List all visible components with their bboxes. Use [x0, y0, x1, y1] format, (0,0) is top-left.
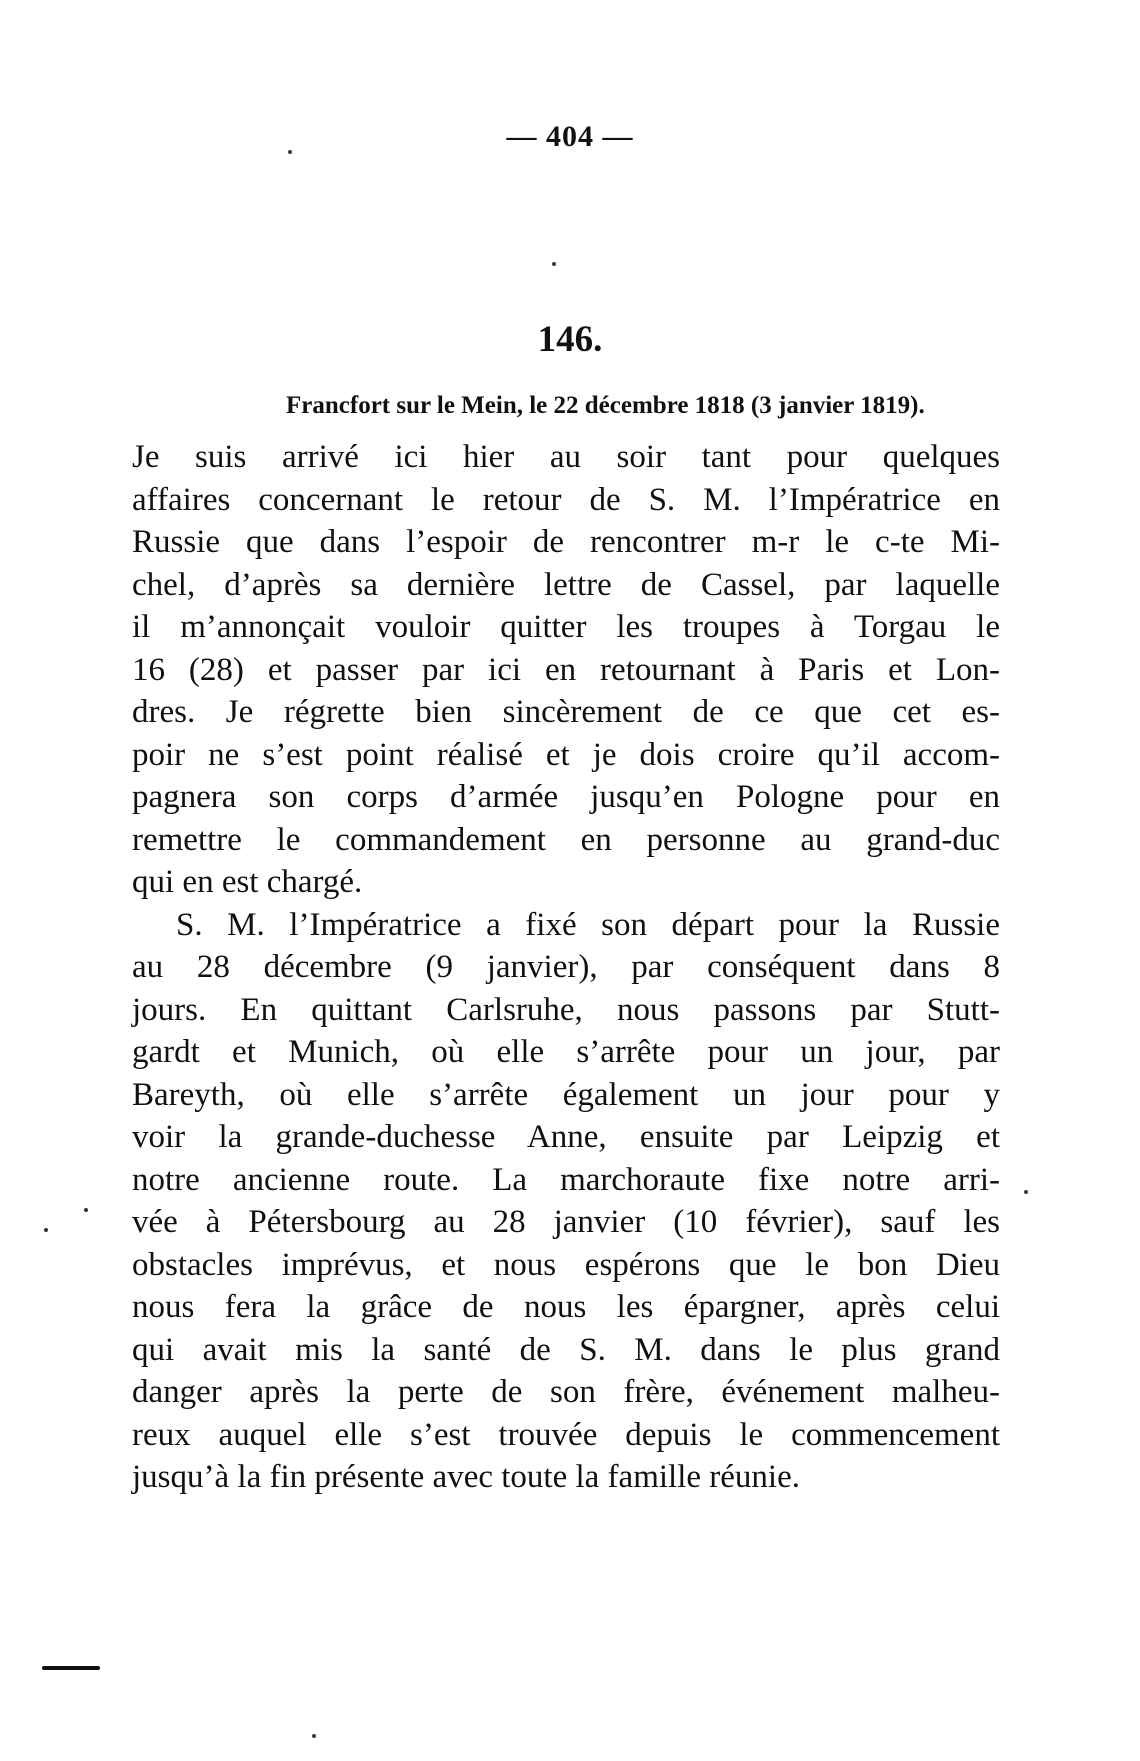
text-line: qui en est chargé.	[132, 864, 363, 900]
text-line: vée à Pétersbourg au 28 janvier (10 février), sauf les	[132, 1204, 1000, 1240]
text-line: danger après la perte de son frère, événement malheu-	[132, 1374, 1000, 1410]
text-line: notre ancienne route. La marchoraute fixe notre arri-	[132, 1161, 1000, 1198]
text-line: S. M. l’Impératrice a fixé son départ pour la Russie	[176, 906, 1000, 943]
text-line: dres. Je régrette bien sincèrement de ce que cet es-	[132, 694, 1000, 730]
text-line: remettre le commandement en personne au grand-duc	[132, 821, 1000, 858]
print-speck	[312, 1734, 316, 1738]
text-line: nous fera la grâce de nous les épargner, après celui	[132, 1289, 1000, 1325]
text-line: au 28 décembre (9 janvier), par conséquent dans 8	[132, 949, 1000, 985]
letter-body	[132, 436, 1000, 1499]
page-number: — 404 —	[506, 120, 634, 153]
text-line: jours. En quittant Carlsruhe, nous passons par Stutt-	[132, 991, 1000, 1028]
text-line: il m’annonçait vouloir quitter les troupes à Torgau le	[132, 609, 1000, 645]
text-line: jusqu’à la fin présente avec toute la famille réunie.	[132, 1459, 800, 1495]
text-line: poir ne s’est point réalisé et je dois croire qu’il accom-	[132, 736, 1000, 773]
text-line: 16 (28) et passer par ici en retournant à Paris et Lon-	[132, 651, 1000, 688]
text-line: Je suis arrivé ici hier au soir tant pour quelques	[132, 439, 1000, 475]
text-line: Bareyth, où elle s’arrête également un jour pour y	[132, 1076, 1000, 1113]
print-speck	[44, 1228, 48, 1232]
print-speck	[288, 150, 292, 154]
margin-rule-mark	[42, 1666, 100, 1670]
letter-dateline: Francfort sur le Mein, le 22 décembre 1818 (3 janvier 1819).	[286, 392, 925, 419]
text-line: chel, d’après sa dernière lettre de Cassel, par laquelle	[132, 566, 1000, 603]
text-line: voir la grande-duchesse Anne, ensuite par Leipzig et	[132, 1119, 1000, 1155]
paragraph-2	[132, 904, 1000, 1499]
letter-number: 146.	[537, 319, 603, 360]
text-line: obstacles imprévus, et nous espérons que le bon Dieu	[132, 1246, 1000, 1283]
paragraph-1	[132, 436, 1000, 904]
text-line: qui avait mis la santé de S. M. dans le plus grand	[132, 1331, 1000, 1368]
text-line: affaires concernant le retour de S. M. l’Impératrice en	[132, 481, 1000, 518]
print-speck	[1024, 1190, 1028, 1194]
print-speck	[84, 1208, 88, 1212]
text-line: pagnera son corps d’armée jusqu’en Pologne pour en	[132, 779, 1000, 815]
text-line: Russie que dans l’espoir de rencontrer m-r le c-te Mi-	[132, 524, 1000, 560]
text-line: gardt et Munich, où elle s’arrête pour un jour, par	[132, 1034, 1000, 1070]
print-speck	[552, 262, 556, 266]
text-line: reux auquel elle s’est trouvée depuis le commencement	[132, 1416, 1000, 1453]
